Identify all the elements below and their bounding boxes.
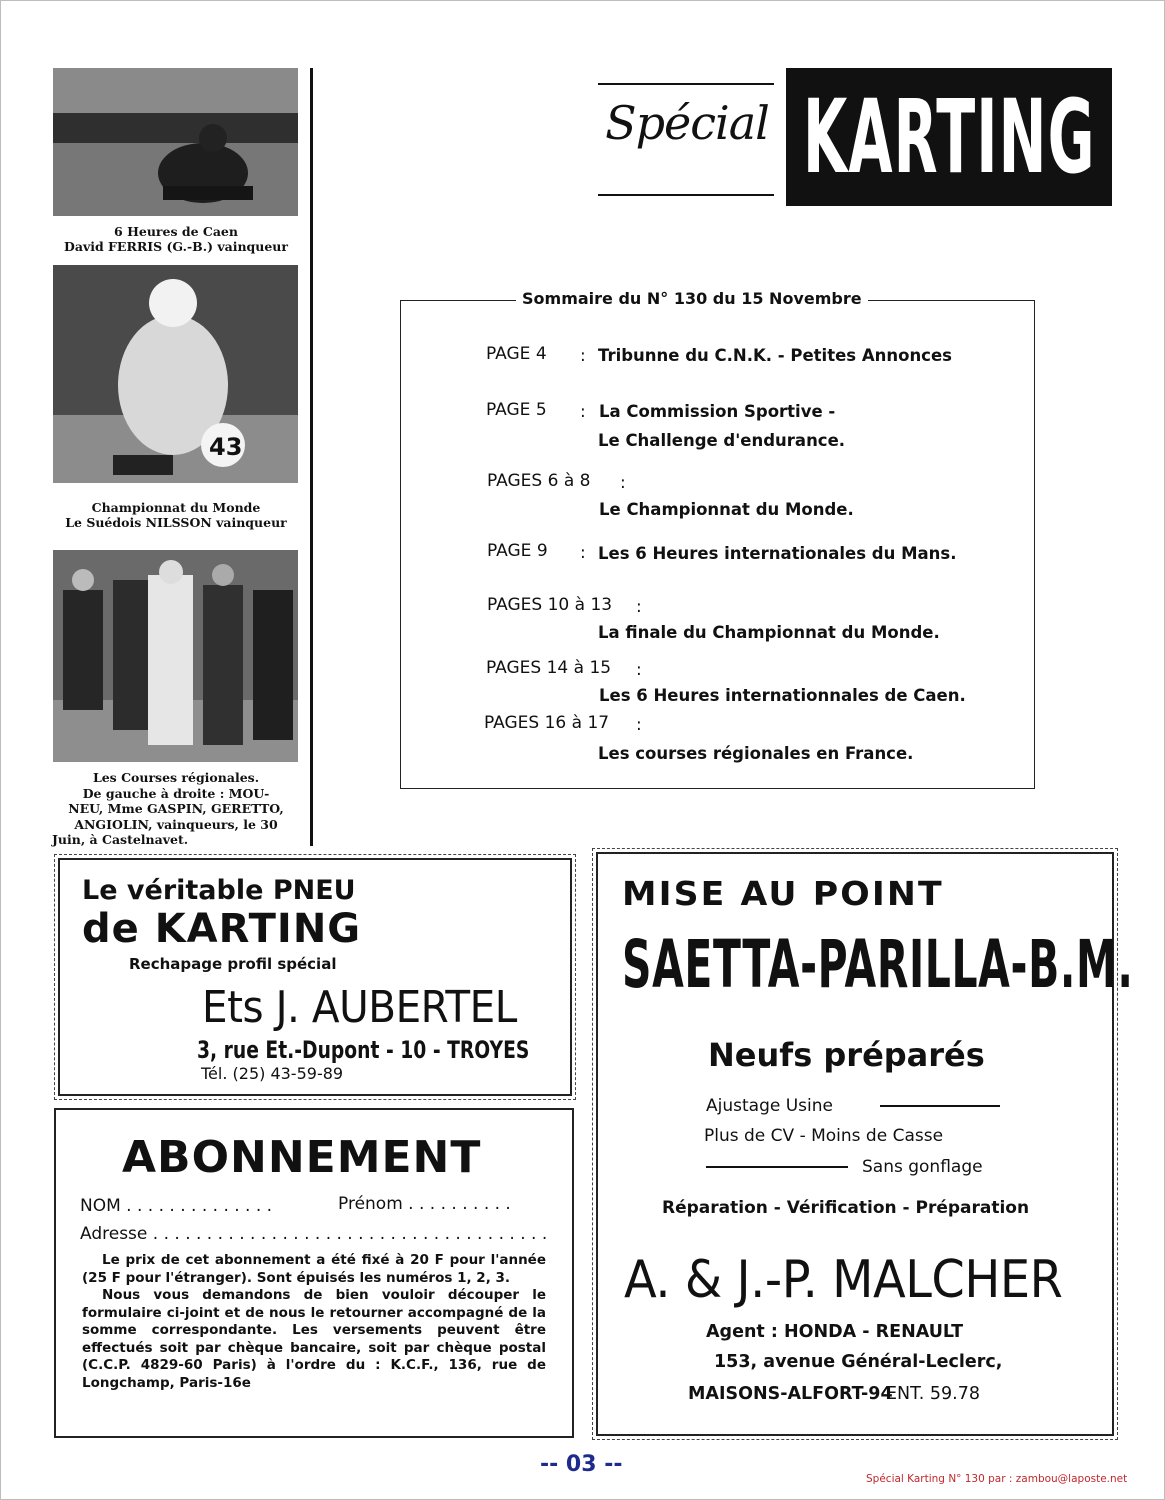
abonnement-title: ABONNEMENT: [122, 1132, 482, 1183]
masthead-rule-bottom: [598, 194, 774, 196]
ad-mise-rule: [706, 1166, 848, 1168]
ad-mise-line4: Ajustage Usine: [706, 1096, 833, 1116]
ad-mise-line2: SAETTA-PARILLA-B.M.: [622, 926, 1134, 1003]
caption-line: De gauche à droite : MOU-: [82, 785, 270, 801]
ad-mise-line1: MISE AU POINT: [622, 874, 944, 913]
svg-text:43: 43: [209, 433, 243, 461]
toc-colon: :: [636, 715, 642, 735]
ad-mise-line5: Plus de CV - Moins de Casse: [704, 1126, 944, 1146]
ad-mise-line7: Réparation - Vérification - Préparation: [662, 1198, 1030, 1218]
photo-6-heures-caen: [53, 68, 298, 216]
caption-line: Les Courses régionales.: [92, 770, 260, 785]
toc-text: Le Challenge d'endurance.: [598, 431, 846, 450]
photo-courses-regionales: [53, 550, 298, 762]
ad-pneu-line1: Le véritable PNEU: [82, 875, 356, 906]
caption-line: David FERRIS (G.-B.) vainqueur: [64, 239, 288, 254]
ad-mise-line3: Neufs préparés: [708, 1036, 985, 1074]
ad-mise-line6: Sans gonflage: [862, 1157, 983, 1177]
abonnement-nom-field: NOM . . . . . . . . . . . . . .: [80, 1196, 273, 1216]
ad-mise-agent: Agent : HONDA - RENAULT: [706, 1322, 964, 1342]
toc-text: Les 6 Heures internationales du Mans.: [598, 544, 957, 563]
credit-line: Spécial Karting N° 130 par : zambou@laposte.net: [866, 1473, 1128, 1485]
ad-pneu-line3: Rechapage profil spécial: [129, 955, 337, 973]
photo-1-caption: [40, 224, 312, 254]
toc-colon: :: [580, 346, 586, 366]
toc-text: Le Championnat du Monde.: [599, 500, 854, 519]
masthead-karting: KARTING: [802, 77, 1096, 197]
toc-page: PAGES 16 à 17: [484, 713, 610, 733]
caption-line: Juin, à Castelnavet.: [52, 832, 189, 847]
toc-text: Les 6 Heures internationnales de Caen.: [599, 686, 966, 705]
caption-line: Le Suédois NILSSON vainqueur: [65, 515, 287, 530]
toc-colon: :: [580, 402, 586, 422]
abonnement-adresse-field: Adresse . . . . . . . . . . . . . . . . . . . . . . . . . . . . . . . . . . . . .: [80, 1224, 548, 1244]
toc-page: PAGES 14 à 15: [486, 658, 612, 678]
masthead-special: Spécial: [605, 96, 769, 150]
caption-line: 6 Heures de Caen: [114, 224, 238, 239]
masthead-karting-block: [786, 68, 1112, 206]
ad-mise-rule: [880, 1105, 1000, 1107]
toc-colon: :: [636, 597, 642, 617]
photo-2-caption: [40, 500, 312, 530]
column-divider: [310, 68, 313, 846]
toc-page: PAGES 6 à 8: [487, 471, 591, 491]
photo-3-caption: [40, 770, 312, 848]
ad-mise-city: MAISONS-ALFORT-94: [688, 1384, 893, 1404]
toc-text: La finale du Championnat du Monde.: [598, 623, 940, 642]
abonnement-body: [82, 1252, 546, 1392]
toc-page: PAGE 5: [486, 400, 547, 420]
toc-page: PAGE 4: [486, 344, 547, 364]
toc-text: Tribunne du C.N.K. - Petites Annonces: [598, 346, 952, 365]
ad-mise-company: A. & J.-P. MALCHER: [624, 1250, 1063, 1310]
toc-colon: :: [620, 473, 626, 493]
toc-page: PAGES 10 à 13: [487, 595, 613, 615]
toc-page: PAGE 9: [487, 541, 548, 561]
caption-line: ANGIOLIN, vainqueurs, le 30: [74, 816, 278, 832]
abonnement-para2: Nous vous demandons de bien vouloir découper le formulaire ci-joint et de nous le retourner accompagné de la somme correspondante. Les versements peuvent être effectués soit par chèque bancaire, soit par chèque postal (C.C.P. 4829-60 Paris) à l'ordre du : K.C.F., 136, rue de Longchamp, Paris-16e: [82, 1287, 546, 1391]
toc-colon: :: [636, 660, 642, 680]
ad-pneu-phone: Tél. (25) 43-59-89: [201, 1064, 344, 1083]
photo-championnat-monde: [53, 265, 298, 483]
toc-title: Sommaire du N° 130 du 15 Novembre: [516, 289, 868, 308]
ad-pneu-line2: de KARTING: [82, 906, 362, 952]
caption-line: NEU, Mme GASPIN, GERETTO,: [68, 801, 284, 816]
ad-mise-phone: ENT. 59.78: [886, 1384, 980, 1404]
abonnement-prenom-field: Prénom . . . . . . . . . .: [338, 1194, 511, 1214]
toc-text: La Commission Sportive -: [599, 402, 836, 421]
masthead-rule-top: [598, 83, 774, 85]
ad-mise-address: 153, avenue Général-Leclerc,: [714, 1352, 1003, 1372]
toc-text: Les courses régionales en France.: [598, 744, 914, 763]
abonnement-para1: Le prix de cet abonnement a été fixé à 20 F pour l'année (25 F pour l'étranger). Sont épuisés les numéros 1, 2, 3.: [82, 1252, 546, 1286]
ad-pneu-company: Ets J. AUBERTEL: [202, 982, 517, 1033]
toc-colon: :: [580, 543, 586, 563]
ad-pneu-address: 3, rue Et.-Dupont - 10 - TROYES: [197, 1036, 530, 1064]
page-number: -- 03 --: [540, 1452, 623, 1477]
caption-line: Championnat du Monde: [91, 500, 261, 515]
